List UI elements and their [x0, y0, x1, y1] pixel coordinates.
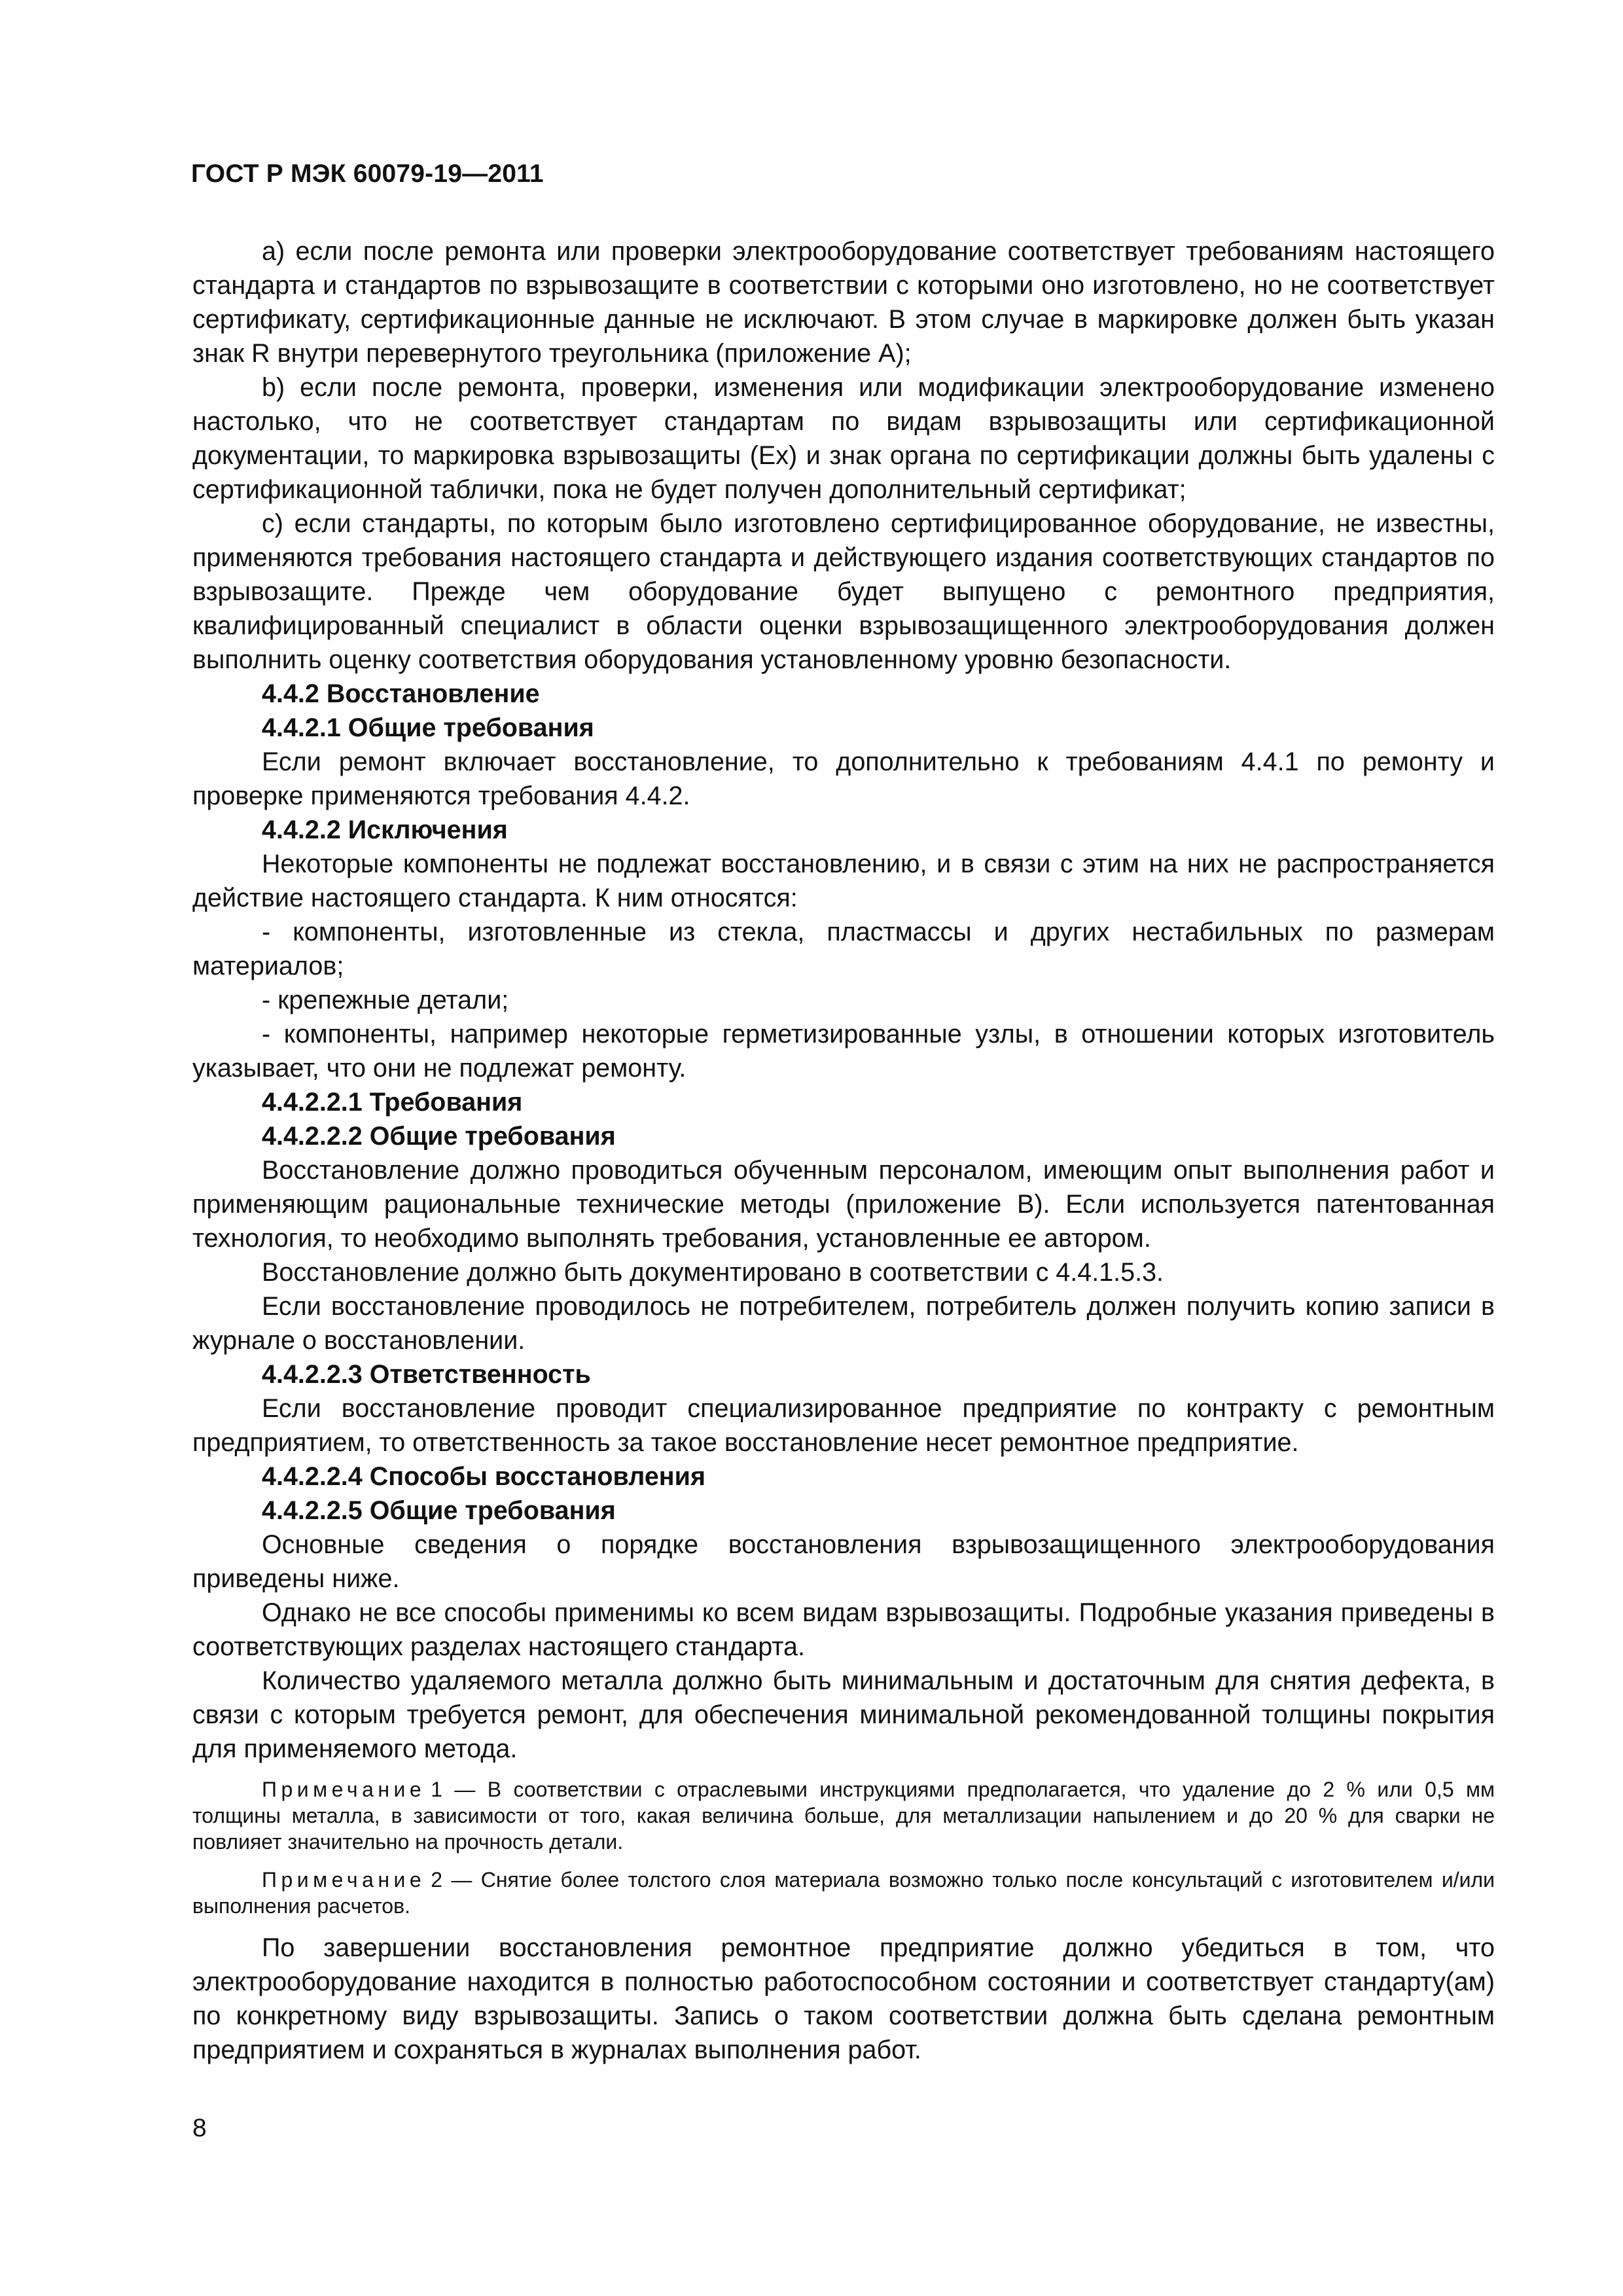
body-paragraph: а) если после ремонта или проверки электрооборудование соответствует требованиям настоящего стандарта и стандартов по взрывозащите в соответствии с которыми оно изготовлено, но не соответствует сертификату, сертификационные данные не исключают. В этом случае в маркировке должен быть указан знак R внутри перевернутого треугольника (приложение А); — [192, 237, 1495, 368]
body-paragraph: Если ремонт включает восстановление, то дополнительно к требованиям 4.4.1 по ремонту и проверке применяются требования 4.4.2. — [192, 747, 1495, 810]
body-paragraph: Основные сведения о порядке восстановления взрывозащищенного электрооборудования приведены ниже. — [192, 1530, 1495, 1593]
body-paragraph: Некоторые компоненты не подлежат восстановлению, и в связи с этим на них не распространяется действие настоящего стандарта. К ним относятся: — [192, 850, 1495, 912]
body-paragraph: Восстановление должно проводиться обученным персоналом, имеющим опыт выполнения работ и применяющим рациональные технические методы (приложение В). Если используется патентованная технология, то необходимо выполнять требования, установленные ее автором. — [192, 1156, 1495, 1253]
body-paragraph: Количество удаляемого металла должно быть минимальным и достаточным для снятия дефекта, в связи с которым требуется ремонт, для обеспечения минимальной рекомендованной толщины покрытия для применяемого метода. — [192, 1666, 1495, 1763]
note-label: Примечание — [262, 1868, 426, 1892]
section-heading: 4.4.2.2.1 Требования — [262, 1088, 523, 1117]
standard-header: ГОСТ Р МЭК 60079-19—2011 — [191, 160, 544, 188]
body-paragraph: - крепежные детали; — [262, 986, 509, 1014]
body-paragraph: Если восстановление проводит специализированное предприятие по контракту с ремонтным предприятием, то ответственность за такое восстановление несет ремонтное предприятие. — [192, 1394, 1495, 1457]
note-text: 1 — В соответствии с отраслевыми инструкциями предполагается, что удаление до 2 % или 0,5 мм толщины металла, в зависимости от того, какая величина больше, для металлизации напылением и до 20 % для сварки не повлияет значительно на прочность детали. — [192, 1778, 1495, 1854]
note-label: Примечание — [262, 1778, 426, 1801]
section-heading: 4.4.2.2 Исключения — [262, 816, 508, 844]
body-paragraph: с) если стандарты, по которым было изготовлено сертифицированное оборудование, не известны, применяются требования настоящего стандарта и действующего издания соответствующих стандартов по взрывозащите. Прежде чем оборудование будет выпущено с ремонтного предприятия, квалифицированный специалист в области оценки взрывозащищенного электрооборудования должен выполнить оценку соответствия оборудования установленному уровню безопасности. — [192, 509, 1495, 674]
document-body — [192, 234, 1495, 2067]
body-paragraph: b) если после ремонта, проверки, изменения или модификации электрооборудование изменено настолько, что не соответствует стандартам по видам взрывозащиты или сертификационной документации, то маркировка взрывозащиты (Ex) и знак органа по сертификации должны быть удалены с сертификационной таблички, пока не будет получен дополнительный сертификат; — [192, 373, 1495, 504]
body-paragraph: По завершении восстановления ремонтное предприятие должно убедиться в том, что электрооборудование находится в полностью работоспособном состоянии и соответствует стандарту(ам) по конкретному виду взрывозащиты. Запись о таком соответствии должна быть сделана ремонтным предприятием и сохраняться в журналах выполнения работ. — [192, 1933, 1495, 2064]
body-paragraph: Если восстановление проводилось не потребителем, потребитель должен получить копию записи в журнале о восстановлении. — [192, 1292, 1495, 1355]
body-paragraph: - компоненты, например некоторые герметизированные узлы, в отношении которых изготовитель указывает, что они не подлежат ремонту. — [192, 1020, 1495, 1083]
body-paragraph: Однако не все способы применимы ко всем видам взрывозащиты. Подробные указания приведены в соответствующих разделах настоящего стандарта. — [192, 1598, 1495, 1661]
section-heading: 4.4.2.2.2 Общие требования — [262, 1122, 616, 1151]
section-heading: 4.4.2.2.5 Общие требования — [262, 1496, 616, 1525]
note-paragraph — [192, 1867, 1495, 1919]
section-heading: 4.4.2.1 Общие требования — [262, 713, 594, 742]
page-number: 8 — [192, 2114, 207, 2142]
body-paragraph: Восстановление должно быть документировано в соответствии с 4.4.1.5.3. — [262, 1258, 1164, 1287]
note-text: 2 — Снятие более толстого слоя материала возможно только после консультаций с изготовителем и/или выполнения расчетов. — [192, 1868, 1495, 1918]
section-heading: 4.4.2 Восстановление — [262, 679, 540, 708]
section-heading: 4.4.2.2.4 Способы восстановления — [262, 1462, 705, 1491]
note-paragraph — [192, 1776, 1495, 1855]
section-heading: 4.4.2.2.3 Ответственность — [262, 1360, 591, 1389]
body-paragraph: - компоненты, изготовленные из стекла, пластмассы и других нестабильных по размерам материалов; — [192, 918, 1495, 980]
